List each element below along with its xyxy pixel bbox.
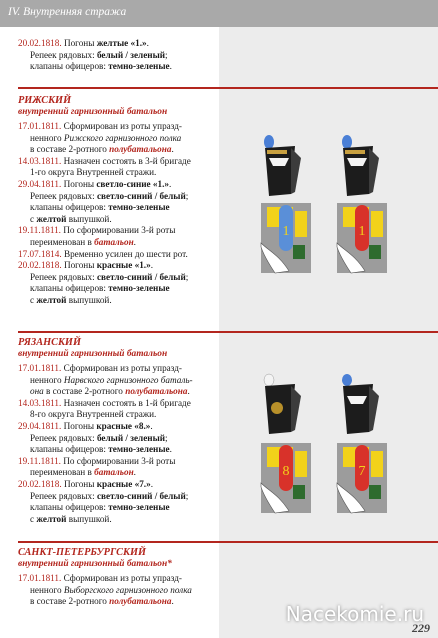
section-subtitle: внутренний гарнизонный батальон (18, 107, 168, 117)
continuation-block (18, 38, 216, 73)
entry-line: 14.03.1811. Назначен состоять в 3-й бригаде (18, 155, 191, 166)
section-divider (18, 541, 438, 543)
entry-line: Репеек рядовых: белый / зеленый; (30, 49, 168, 60)
section-subtitle: внутренний гарнизонный батальон* (18, 559, 172, 569)
epaulette-number: 8 (282, 464, 290, 479)
running-header (0, 0, 438, 27)
entry-line: 19.11.1811. По сформировании 3-й роты (18, 225, 176, 236)
entry-line: переименован в батальон. (30, 236, 136, 247)
section-divider (18, 331, 438, 333)
entry-line: ненного Нарвского гарнизонного баталь- (30, 374, 193, 385)
entry-line: она в составе 2-ротного полубатальона. (30, 386, 190, 397)
entry-line: 29.04.1811. Погоны светло-синие «1.». (18, 178, 172, 189)
shako-illustration (255, 128, 415, 200)
entry-line: Репеек рядовых: светло-синий / белый; (30, 490, 189, 501)
entry-line: ненного Рижского гарнизонного полка (30, 132, 182, 143)
entry-line: 8-го округа Внутренней стражи. (30, 409, 157, 420)
section-title: РИЖСКИЙ (18, 95, 72, 106)
watermark-logo: Nacekomie.ru (285, 602, 424, 626)
entry-line: 14.03.1811. Назначен состоять в 1-й бригаде (18, 397, 191, 408)
entry-line: 20.02.1818. Погоны красные «7.». (18, 478, 153, 489)
entry-line: 17.01.1811. Сформирован из роты упразд- (18, 573, 182, 583)
chapter-title: IV. Внутренняя стража (8, 6, 127, 18)
entry-line: клапаны офицеров: темно-зеленые. (30, 444, 172, 455)
section-title: РЯЗАНСКИЙ (18, 337, 81, 348)
shako-illustration (255, 368, 415, 440)
section-ryazan (18, 337, 216, 525)
entry-line: Репеек рядовых: светло-синий / белый; (30, 190, 189, 201)
epaulette-number: 1 (358, 224, 366, 239)
entry-line: 20.02.1818. Погоны красные «1.». (18, 260, 153, 271)
section-divider (18, 87, 438, 89)
entry-line: ненного Выборгского гарнизонного полка (30, 584, 192, 595)
epaulette-illustration (255, 443, 415, 515)
entry-line: клапаны офицеров: темно-зеленые (30, 283, 170, 294)
section-subtitle: внутренний гарнизонный батальон (18, 349, 168, 359)
entry-line: 17.01.1811. Сформирован из роты упразд- (18, 363, 182, 373)
entry-line: 17.01.1811. Сформирован из роты упразд- (18, 121, 182, 131)
entry-line: с желтой выпушкой. (30, 294, 112, 305)
entry-line: 1-го округа Внутренней стражи. (30, 167, 157, 178)
entry-line: в составе 2-ротного полубатальона. (30, 596, 174, 607)
entry-line: с желтой выпушкой. (30, 513, 112, 524)
entry-line: 20.02.1818. Погоны желтые «1.». (18, 38, 149, 48)
entry-line: с желтой выпушкой. (30, 213, 112, 224)
entry-line: клапаны офицеров: темно-зеленые (30, 202, 170, 213)
epaulette-number: 7 (358, 464, 366, 479)
page-number: 229 (412, 621, 430, 635)
entry-line: 17.07.1814. Временно усилен до шести рот. (18, 248, 188, 259)
entry-line: Репеек рядовых: светло-синий / белый; (30, 271, 189, 282)
section-title: САНКТ-ПЕТЕРБУРГСКИЙ (18, 547, 147, 558)
entry-line: переименован в батальон. (30, 467, 136, 478)
section-riga (18, 95, 216, 307)
entry-line: 19.11.1811. По сформировании 3-й роты (18, 455, 176, 466)
entry-line: Репеек рядовых: белый / зеленый; (30, 432, 168, 443)
epaulette-illustration (255, 203, 415, 275)
section-spb (18, 547, 216, 608)
epaulette-number: 1 (282, 224, 290, 239)
entry-line: 29.04.1811. Погоны красные «8.». (18, 420, 153, 431)
entry-line: клапаны офицеров: темно-зеленые. (30, 61, 172, 72)
entry-line: клапаны офицеров: темно-зеленые (30, 502, 170, 513)
entry-line: в составе 2-ротного полубатальона. (30, 144, 174, 155)
